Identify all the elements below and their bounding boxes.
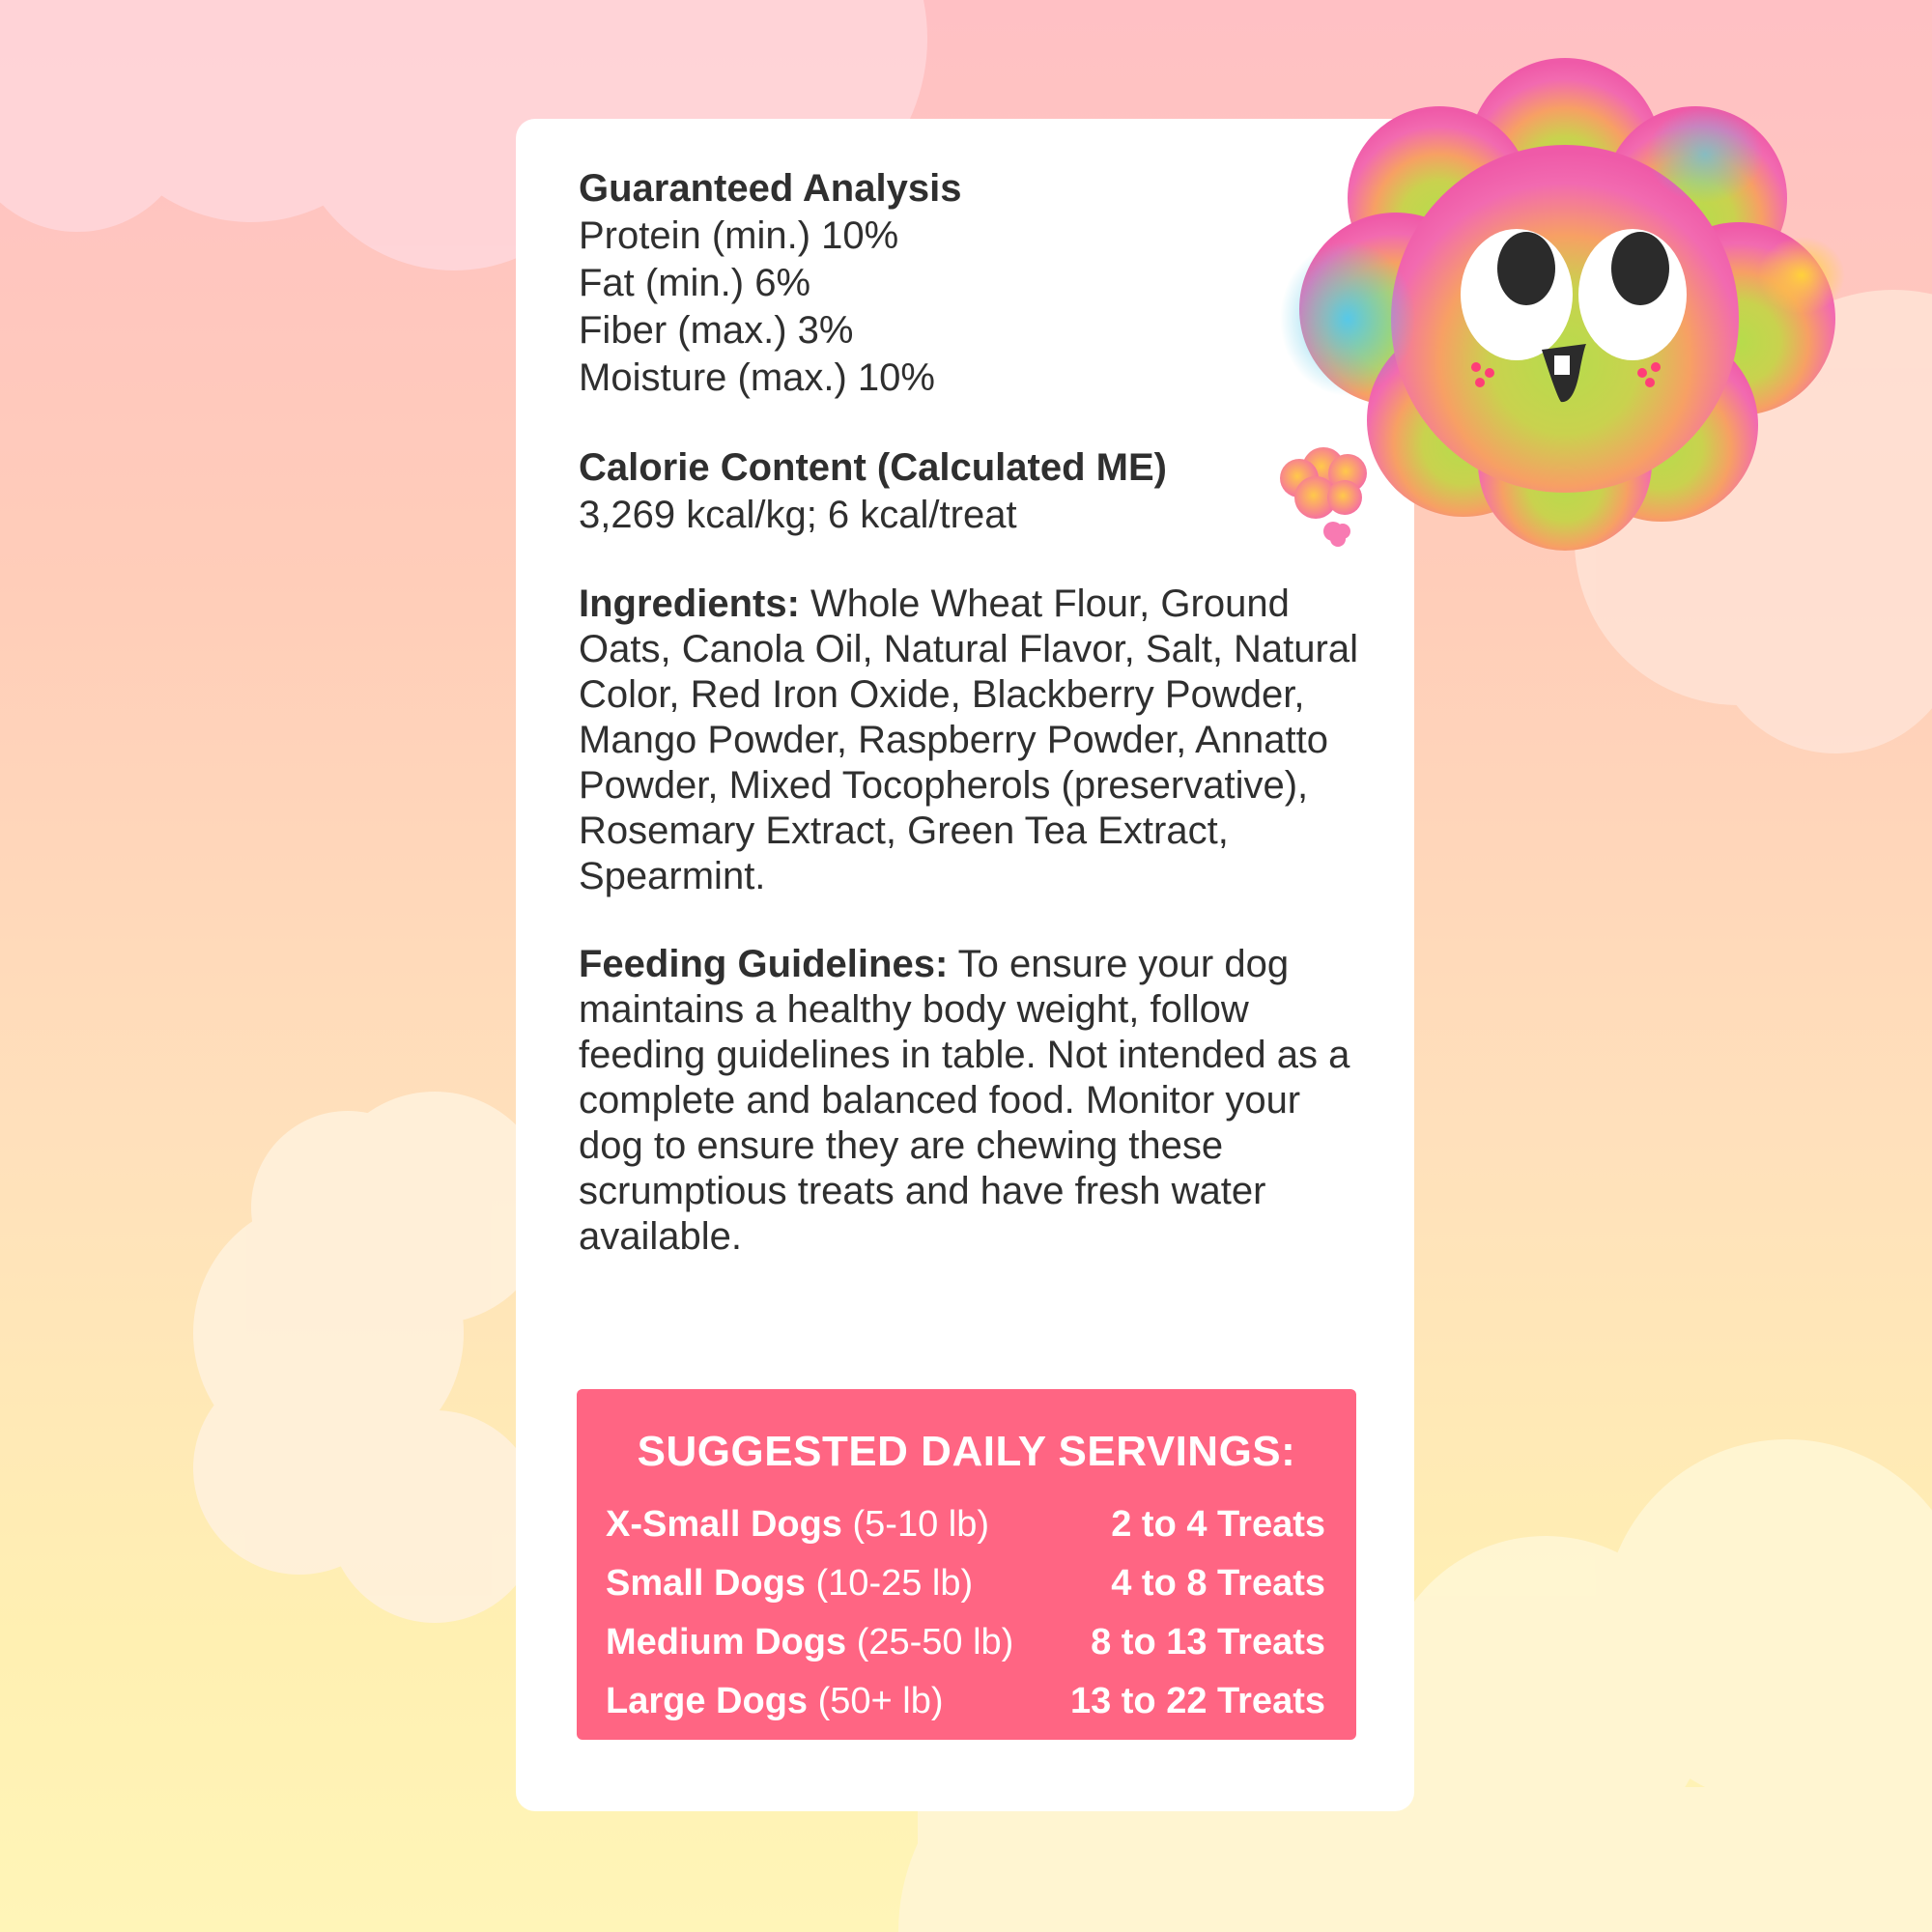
servings-range: (10-25 lb) [815,1563,974,1604]
analysis-fat: Fat (min.) 6% [579,262,811,304]
ingredients [579,582,1361,899]
servings-size: X-Small Dogs [606,1504,842,1545]
analysis-moisture: Moisture (max.) 10% [579,356,935,399]
analysis-protein: Protein (min.) 10% [579,214,899,257]
calorie-value: 3,269 kcal/kg; 6 kcal/treat [579,494,1017,536]
card-content [579,165,1361,1260]
feeding-text: To ensure your dog maintains a healthy body weight, follow feeding guidelines in table. Not intended as a complete and balanced food. Monitor your dog to ensure they are chewing these scrumptious treats and have fresh water available. [579,943,1350,1258]
mascot-thought-puffs [1280,447,1367,547]
analysis-fiber: Fiber (max.) 3% [579,309,854,352]
servings-range: (50+ lb) [817,1681,944,1721]
ingredients-label: Ingredients: [579,582,800,625]
guaranteed-analysis [579,165,1361,402]
rainbow-cloud-mascot-icon [1256,39,1874,580]
servings-row [606,1677,1325,1725]
servings-treats: 13 to 22 Treats [1069,1681,1325,1721]
servings-title: SUGGESTED DAILY SERVINGS: [637,1428,1296,1475]
servings-row [606,1618,1325,1666]
servings-size: Large Dogs [606,1681,809,1721]
servings-treats: 2 to 4 Treats [1111,1504,1325,1545]
suggested-servings-box [577,1389,1356,1740]
calorie-title: Calorie Content (Calculated ME) [579,446,1167,489]
cloud-mid-left [193,1092,551,1623]
servings-range: (5-10 lb) [852,1504,990,1545]
feeding-label: Feeding Guidelines: [579,943,949,985]
servings-row [606,1500,1325,1548]
analysis-title: Guaranteed Analysis [579,167,962,210]
calorie-content [579,444,1361,539]
servings-row [606,1559,1325,1607]
servings-treats: 4 to 8 Treats [1111,1563,1325,1604]
ingredients-text: Whole Wheat Flour, Ground Oats, Canola Oil, Natural Flavor, Salt, Natural Color, Red Iron Oxide, Blackberry Powder, Mango Powder, Raspberry Powder, Annatto Powder, Mixed Tocopherols (preservative), Rosemary Extract, Green Tea Extract, Spearmint. [579,582,1358,897]
servings-treats: 8 to 13 Treats [1091,1622,1325,1662]
servings-size: Small Dogs [606,1563,806,1604]
feeding-guidelines [579,942,1361,1260]
servings-range: (25-50 lb) [856,1622,1014,1662]
servings-size: Medium Dogs [606,1622,847,1662]
